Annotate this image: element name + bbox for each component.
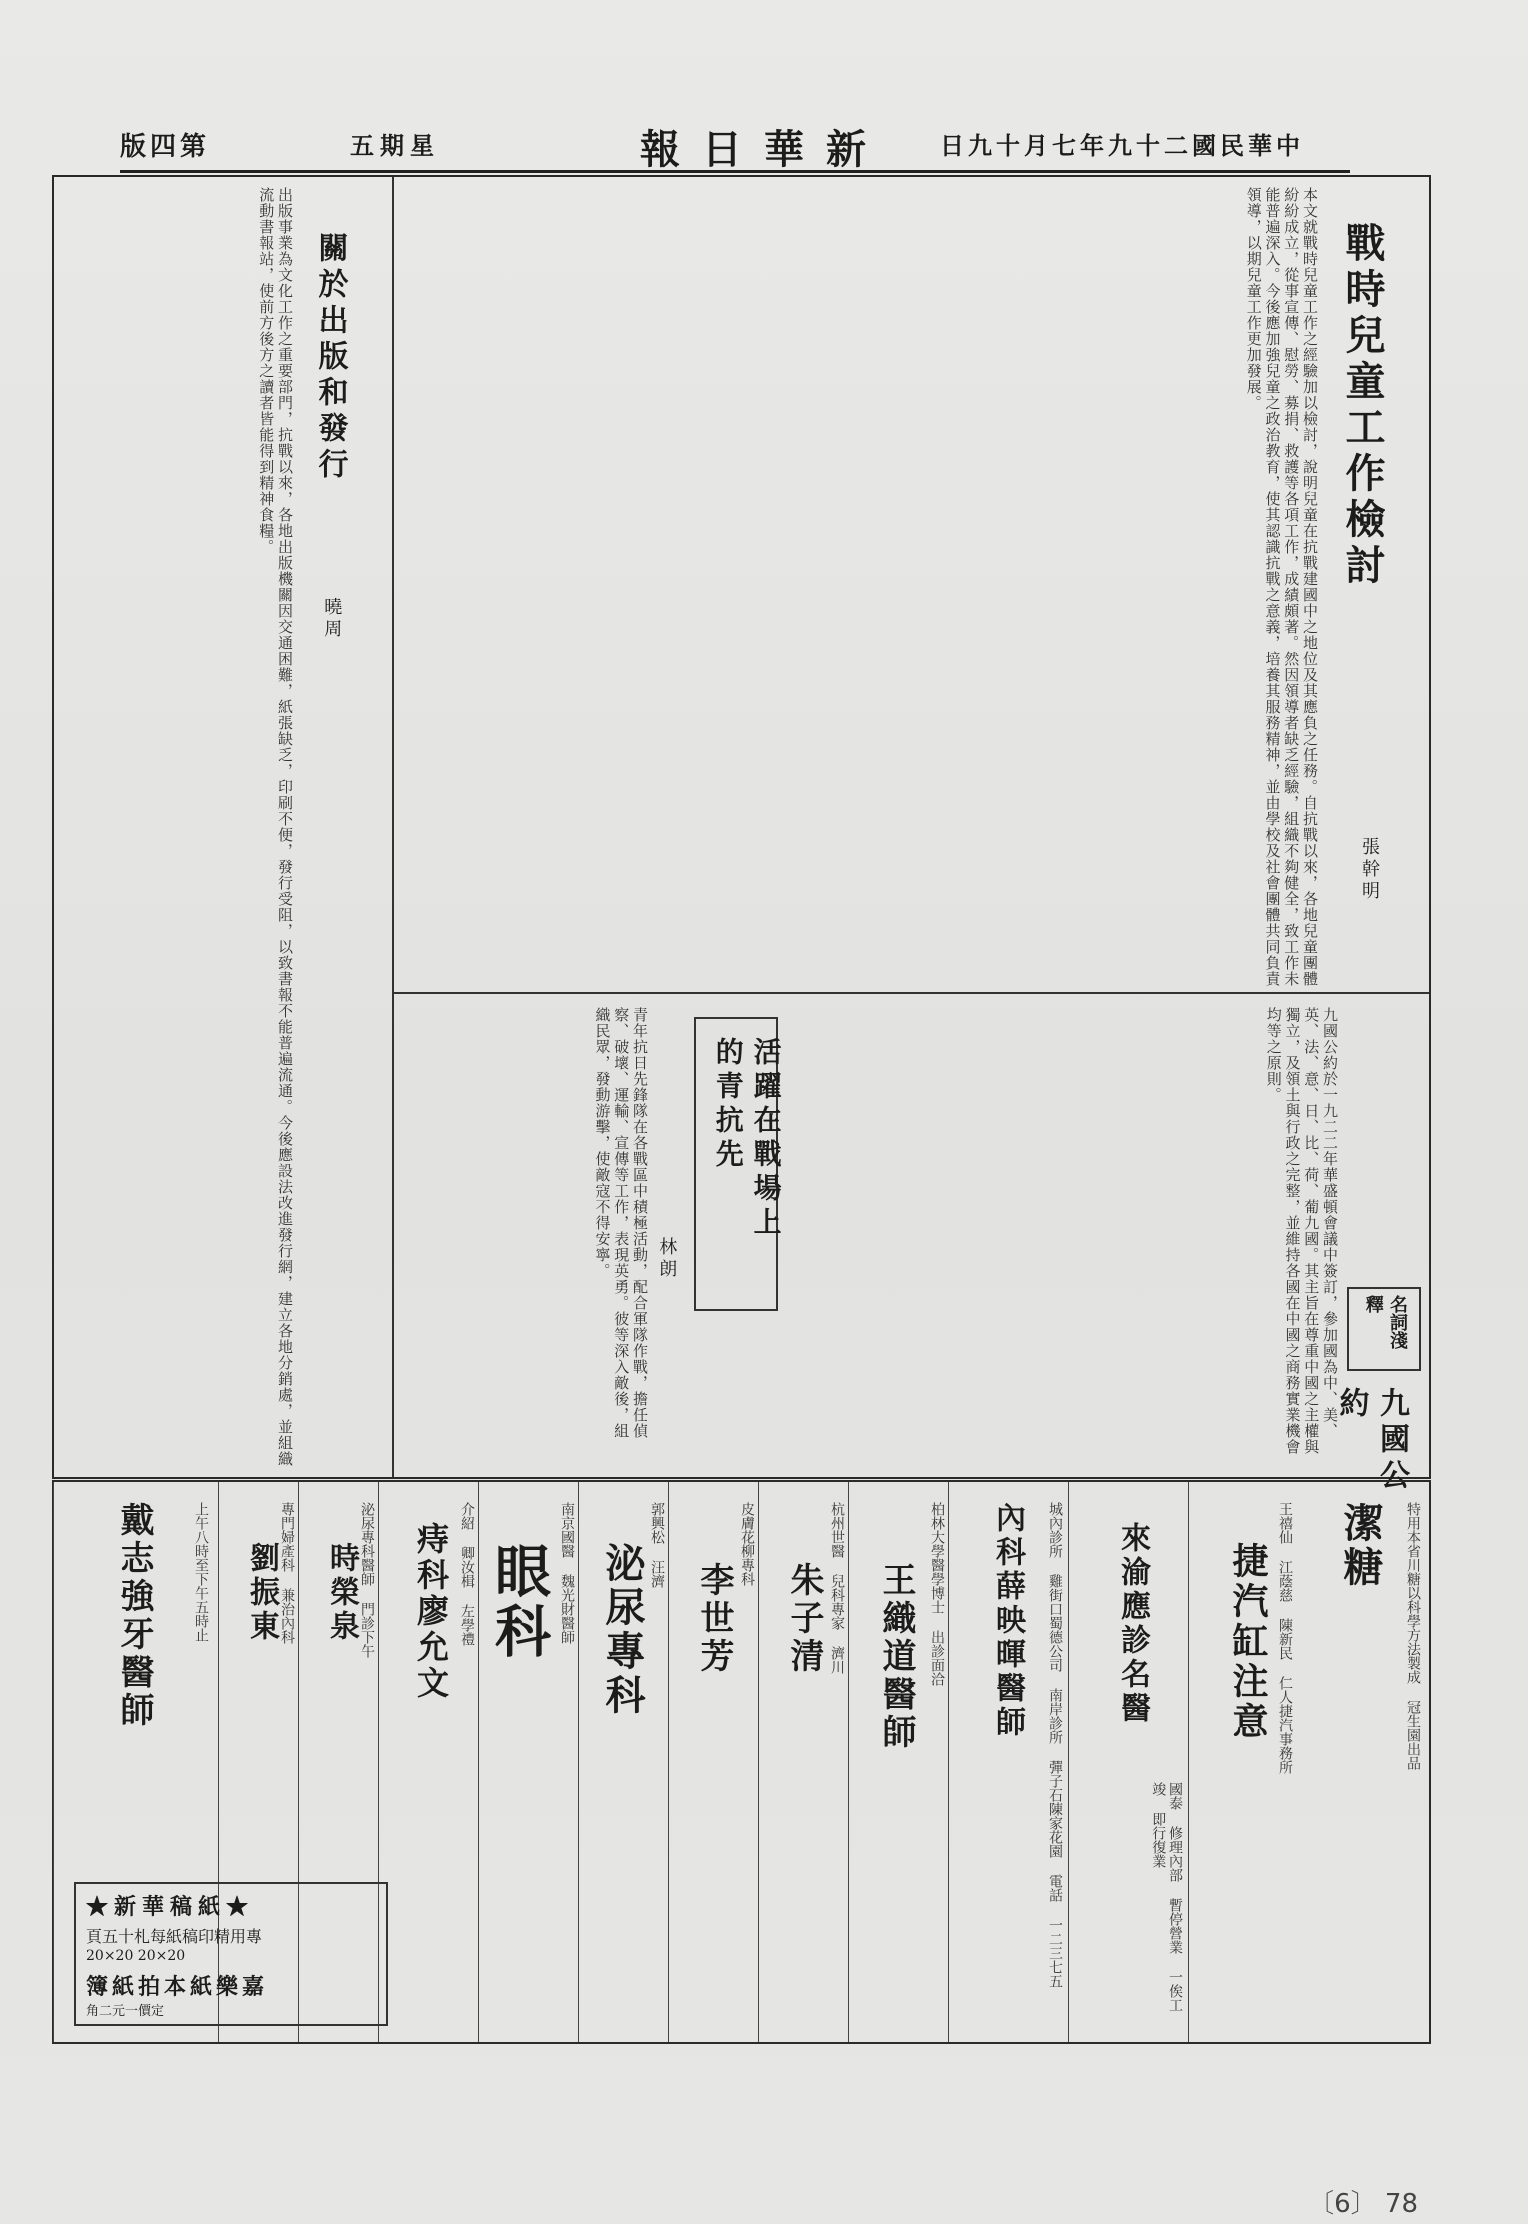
ad-shi-doctor: 時榮泉 泌尿專科醫師 門診下午 <box>298 1482 379 2042</box>
publishing-title: 關於出版和發行 <box>312 232 348 484</box>
paper-ad-line2: 20×20 20×20 <box>86 1948 186 1964</box>
ad-li-doctor: 李世芳 皮膚花柳專科 <box>668 1482 759 2042</box>
paper-ad-price: 角二元一價定 <box>86 2004 165 2019</box>
masthead <box>120 118 1350 173</box>
archive-page-number: 〔6〕 78 <box>1308 2189 1418 2219</box>
children-work-title: 戰時兒童工作檢討 <box>1339 222 1386 590</box>
publishing-author: 曉周 <box>321 597 343 641</box>
children-work-body: 本文就戰時兒童工作之經驗加以檢討，說明兒童在抗戰建國中之地位及其應負之任務。自抗戰以來，各地兒童團體紛紛成立，從事宣傳、慰勞、募捐、救護等各項工作，成績頗著。然因領導者缺乏經驗，組織不夠健全，致工作未能普遍深入。今後應加強兒童之政治教育，使其認識抗戰之意義，培養其服務精神，並由學校及社會團體共同負責領導，以期兒童工作更加發展。 <box>1244 187 1319 987</box>
term-label: 名詞淺釋 <box>1362 1295 1408 1349</box>
paper-ad-heading: ★新華稿紙★ <box>86 1894 255 1920</box>
nine-power-title: 九國公約 <box>1333 1387 1409 1495</box>
paper-ad-line3: 簿紙拍本紙樂嘉 <box>86 1974 269 2000</box>
ad-liu-doctor: 劉振東 專門婦產科 兼治內科 <box>218 1482 299 2042</box>
ad-xue-doctor: 內科薛映暉醫師 城內診所 雞街口蜀德公司 南岸診所 彈子石陳家花園 電話 一二三七五 <box>948 1482 1069 2042</box>
nine-power-body: 九國公約於一九二二年華盛頓會議中簽訂，參加國為中、美、英、法、意、日、比、荷、葡九國。其主旨在尊重中國之主權與獨立，及領土與行政之完整，並維持各國在中國之商務實業機會均等之原則。 <box>1264 1007 1339 1455</box>
column-divider <box>392 177 394 1477</box>
page-number: 版四第 <box>120 132 211 162</box>
section-divider <box>394 992 1429 994</box>
newspaper-title: 報日華新 <box>640 126 888 173</box>
youth-fight-author: 林朗 <box>656 1237 678 1281</box>
ad-hemorrhoid: 痔科廖允文 介紹 卿汝楫 左學禮 <box>378 1482 479 2042</box>
issue-date: 日九十月七年九十二國民華中 <box>940 131 1304 160</box>
paper-ad <box>74 1882 388 2026</box>
paper-ad-line1: 頁五十札每紙稿印精用專 <box>86 1927 263 1946</box>
ad-famous-doctors: 來渝應診名醫 國泰 修理內部 暫停營業 一俟工竣 即行復業 <box>1068 1482 1189 2042</box>
ad-dentist: 戴志強牙醫師 上午八時至下午五時止 <box>53 1482 219 2042</box>
publishing-body: 出版事業為文化工作之重要部門，抗戰以來，各地出版機關因交通困難，紙張缺乏，印刷不便，發行受阻，以致書報不能普遍流通。今後應設法改進發行網，建立各地分銷處，並組織流動書報站，使前方後方之讀者皆能得到精神食糧。 <box>257 187 294 1467</box>
ad-sugar: 潔糖 特用本省川糖以科學方法製成 冠生園出品 <box>1337 1502 1421 1770</box>
ad-wang-doctor: 王織道醫師 柏林大學醫學博士 出診面洽 <box>848 1482 949 2042</box>
ad-eye: 眼科 南京國醫 魏光財醫師 <box>478 1482 579 2042</box>
article-frame <box>52 175 1431 1495</box>
youth-fight-title: 活躍在戰場上的青抗先 <box>711 1037 783 1241</box>
advertisement-section <box>52 1480 1431 2044</box>
ad-engine: 捷汽缸注意 王禧仙 江蔭慈 陳新民 仁人捷汽事務所 <box>1188 1482 1299 2042</box>
youth-fight-body: 青年抗日先鋒隊在各戰區中積極活動，配合軍隊作戰，擔任偵察、破壞、運輸、宣傳等工作，表現英勇。彼等深入敵後，組織民眾，發動游擊，使敵寇不得安寧。 <box>593 1007 649 1439</box>
ad-zhu-doctor: 朱子清 杭州世醫 兒科專家 濟川 <box>758 1482 849 2042</box>
children-work-author: 張幹明 <box>1359 837 1380 903</box>
weekday: 五期星 <box>350 131 440 160</box>
ad-urology: 泌尿專科 郭興松 汪濟 <box>578 1482 669 2042</box>
